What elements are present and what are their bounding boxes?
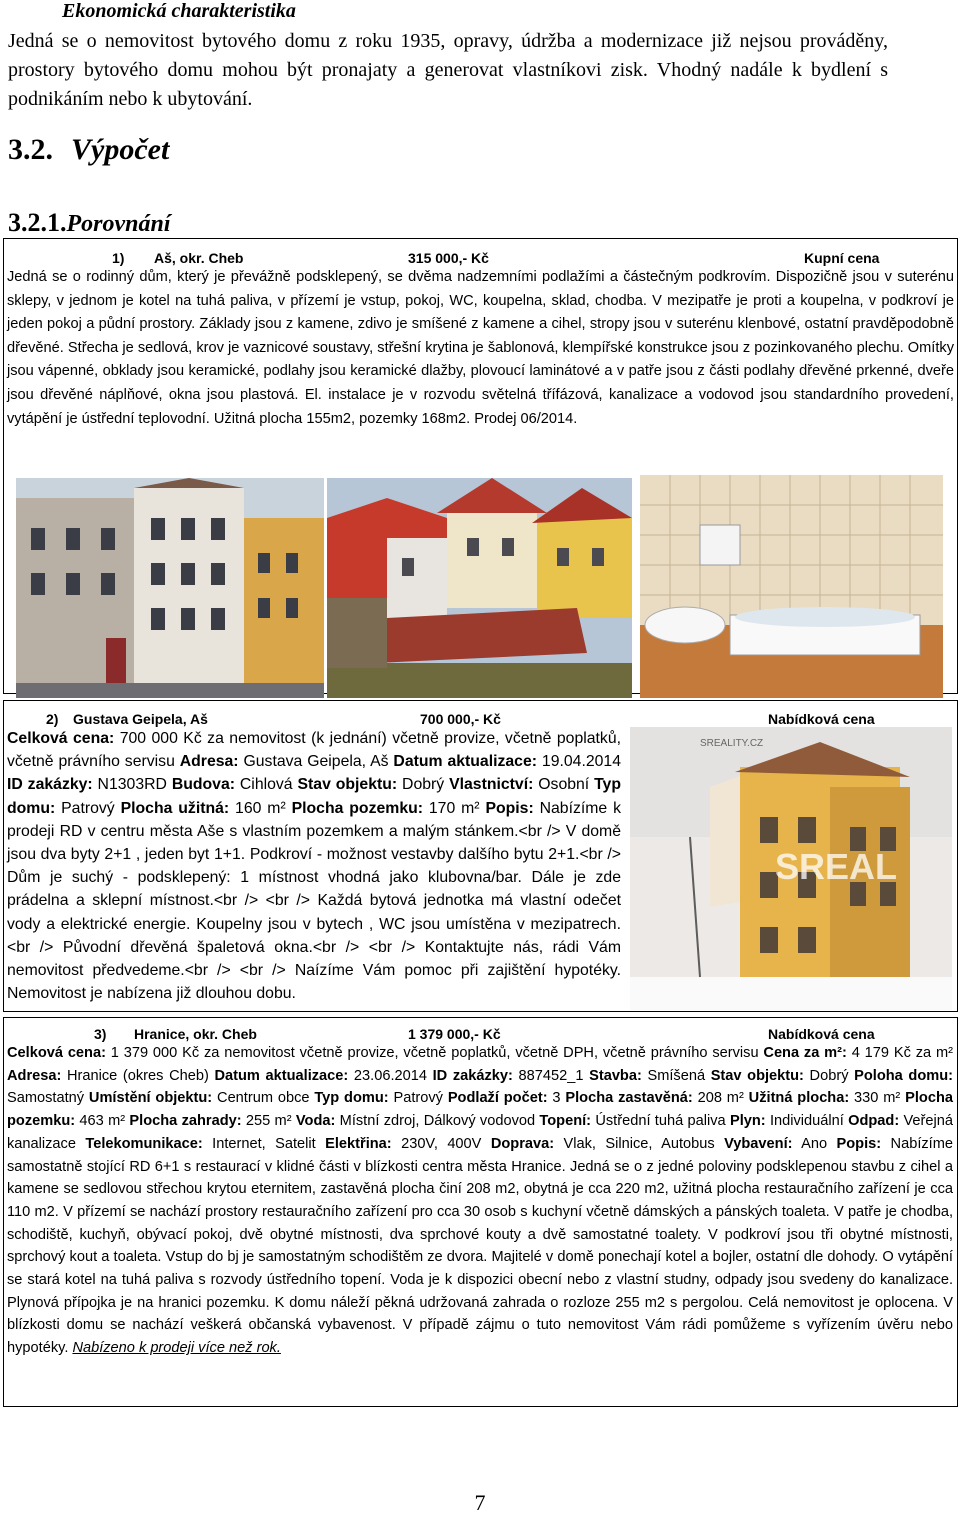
field-value: 230V, 400V — [391, 1135, 491, 1152]
section-title: Výpočet — [71, 133, 170, 166]
field-key: Vlastnictví: — [449, 776, 534, 794]
field-key: Plyn: — [729, 1113, 766, 1130]
field-key: ID zakázky: — [432, 1067, 513, 1084]
section-heading-porovnani — [8, 208, 171, 238]
item-3-price: 1 379 000,- Kč — [408, 1026, 501, 1042]
item-1-photo-backyard — [327, 478, 632, 698]
field-key: Celková cena: — [7, 1045, 106, 1061]
field-value: Dobrý — [803, 1067, 855, 1084]
item-2-price: 700 000,- Kč — [420, 711, 501, 727]
field-key: Vybavení: — [724, 1135, 793, 1152]
field-key: Budova: — [171, 776, 236, 794]
section-heading-vypocet — [8, 133, 169, 167]
field-key: Datum aktualizace: — [214, 1067, 349, 1084]
field-value: 170 m² — [423, 799, 486, 817]
watermark: SREAL — [775, 846, 898, 887]
item-2-label: 2) — [46, 711, 59, 727]
item-1-location: Aš, okr. Cheb — [154, 250, 244, 266]
item-3-location: Hranice, okr. Cheb — [134, 1026, 257, 1042]
closing-note: Nabízeno k prodeji více než rok. — [72, 1340, 281, 1357]
field-value: Nabízíme samostatně stojící RD 6+1 s restaurací v klidné části v blízkosti centra města Hranice. Jedná se o z jedné poloviny podsklepenou stavbu z cihel a kamene se sedlovou střechou krytou eternitem, zastavěná plocha činí 208 m2, obytná je cca 220 m2, užitná plocha restauračního zařízení je cca 110 m2. V přízemí se nachází prostory restauračního zařízení pro cca 30 osob s kuchyní včetně dámských a pánských toaleta. V patře je chodba, schodiště, kuchyň, obývací pokoj, dvě obytné místnosti, dva sprchové kouty a dvě samostatné toalety. V podkroví jsou tři obytné místnosti, sprchový kout a toaleta. Vstup do bj je samostatným schodištěm ze dvora. Majitelé v domě ponechají kotel a bojler, ostatní dle dohody. O vytápění se stará kotel na tuhá paliva s rozvody ústředního topení. Voda je k dispozici obecní nebo z vlastní studny, odpady jsou svedeny do kanalizace. Plynová přípojka je na hranici pozemku. K domu náleží pěkná udržovaná zahrada o rozloze 255 m2 s pergolou. Celá nemovitost je oplocena. V blízkosti domu se nachází veškerá občanská vybavenost. V případě zájmu o tuto nemovitost Vám rádi pomůžeme s vyřízením úvěru nebo hypotéky. — [7, 1135, 953, 1357]
field-value: 23.06.2014 — [348, 1067, 433, 1084]
field-key: Popis: — [485, 799, 534, 817]
field-key: Plocha zastavěná: — [565, 1090, 693, 1107]
field-value: Gustava Geipela, Aš — [238, 753, 394, 771]
field-value: Hranice (okres Cheb) — [61, 1067, 215, 1084]
field-value: 330 m² — [849, 1090, 906, 1107]
field-value: 255 m² — [241, 1113, 296, 1130]
page-number: 7 — [474, 1490, 486, 1515]
field-key: Plocha pozemku: — [291, 799, 424, 817]
field-key: Užitná plocha: — [748, 1090, 850, 1107]
field-value: Centrum obce — [212, 1090, 315, 1107]
field-value: Dobrý — [397, 776, 450, 794]
field-key: Plocha zahrady: — [129, 1113, 242, 1130]
item-3-description — [7, 1042, 953, 1360]
section-number: 3.2.1. — [8, 208, 67, 237]
field-key: Podlaží počet: — [447, 1090, 548, 1107]
field-key: Adresa: — [7, 1067, 62, 1084]
field-value: 700 000 Kč za nemovitost (k jednání) včetně provize, včetně poplatků, včetně právního servisu — [7, 730, 622, 771]
field-value: 19.04.2014 — [537, 753, 621, 771]
item-1-photo-street — [16, 478, 324, 698]
item-2-location: Gustava Geipela, Aš — [73, 711, 208, 727]
field-value: Internet, Satelit — [202, 1135, 326, 1152]
field-key: Umístění objektu: — [88, 1090, 213, 1107]
field-key: Adresa: — [179, 753, 239, 771]
field-key: Doprava: — [490, 1135, 555, 1152]
field-value: Místní zdroj, Dálkový vodovod — [335, 1113, 540, 1130]
watermark-small: SREALITY.CZ — [700, 738, 764, 749]
field-value: 463 m² — [75, 1113, 130, 1130]
field-value: 887452_1 — [512, 1067, 590, 1084]
field-key: Plocha užitná: — [120, 799, 230, 817]
field-value: Osobní — [533, 776, 595, 794]
item-1-label: 1) — [112, 250, 125, 266]
field-value: Veřejná kanalizace — [7, 1113, 953, 1152]
field-value: 4 179 Kč za m² — [846, 1045, 954, 1061]
field-key: Stav objektu: — [297, 776, 398, 794]
field-value: Ústřední tuhá paliva — [591, 1113, 730, 1130]
item-2-photo-house — [630, 727, 952, 1010]
item-1-price-type: Kupní cena — [804, 250, 880, 266]
field-value: 160 m² — [229, 799, 292, 817]
field-value: 1 379 000 Kč za nemovitost včetně provize, včetně poplatků, včetně DPH, včetně právního servisu — [105, 1045, 764, 1061]
field-key: Poloha domu: — [854, 1067, 954, 1084]
field-key: ID zakázky: — [7, 776, 93, 794]
field-value: 208 m² — [692, 1090, 749, 1107]
field-value: Nabízíme k prodeji RD v centru města Aše s vlastním pozemkem a malým stánkem.<br /> V domě jsou dva byty 2+1 , jeden byt 1+1. Podkroví - možnost vestavby dalšího bytu 2+1.<br /> Dům je suchý - podsklepený: 1 místnost vhodná jako klubovna/bar. Dále je zde prádelna a sklepní místnost.<br /> <br /> Každá bytová jednotka má vlastní odečet vody a elektrické energie. Koupelny jsou v bytech , WC jsou umístěna v mezipatrech.<br /> Původní dřevěná špaletová okna.<br /> <br /> Kontaktujte nás, rádi Vám nemovitost předvedeme.<br /> <br /> Naízíme Vám pomoc při zajištění hypotéky. Nemovitost je nabízena již dlouhou dobu. — [7, 799, 621, 1003]
item-2-description — [7, 727, 621, 1005]
field-value: Individuální — [765, 1113, 849, 1130]
field-key: Telekomunikace: — [85, 1135, 203, 1152]
field-key: Plocha pozemku: — [7, 1090, 953, 1130]
section-heading-economic: Ekonomická charakteristika — [62, 0, 296, 22]
field-key: Elektřina: — [325, 1135, 392, 1152]
item-3-price-type: Nabídková cena — [768, 1026, 875, 1042]
item-3-label: 3) — [94, 1026, 107, 1042]
field-value: Ano — [792, 1135, 837, 1152]
intro-paragraph: Jedná se o nemovitost bytového domu z roku 1935, opravy, údržba a modernizace již nejsou prováděny, prostory bytového domu mohou být pronajaty a generovat vlastníkovi zisk. Vhodný nadále k bydlení s podnikáním nebo k ubytování. — [8, 30, 888, 110]
section-title: Porovnání — [66, 211, 171, 237]
field-key: Voda: — [295, 1113, 336, 1130]
field-value: Patrový — [55, 799, 121, 817]
item-1-photo-bathroom — [640, 475, 943, 698]
field-value: Samostatný — [7, 1090, 89, 1107]
field-key: Odpad: — [848, 1113, 900, 1130]
field-value: 3 — [547, 1090, 566, 1107]
field-key: Stavba: — [589, 1067, 642, 1084]
field-key: Typ domu: — [7, 776, 621, 817]
field-value: N1303RD — [92, 776, 172, 794]
section-number: 3.2. — [8, 133, 53, 166]
field-value: Smíšená — [641, 1067, 711, 1084]
field-value: Patrový — [388, 1090, 448, 1107]
field-value: Cihlová — [235, 776, 298, 794]
field-key: Stav objektu: — [710, 1067, 804, 1084]
field-value: Vlak, Silnice, Autobus — [554, 1135, 725, 1152]
field-key: Datum aktualizace: — [393, 753, 538, 771]
field-key: Popis: — [836, 1135, 882, 1152]
field-key: Topení: — [539, 1113, 592, 1130]
item-1-description: Jedná se o rodinný dům, který je převážně podsklepený, se dvěma nadzemními podlažími a částečným podkrovím. Dispozičně jsou v suterénu sklepy, v jednom je kotel na tuhá paliva, v přízemí je vstup, pokoj, WC, koupelna, sklad, chodba. V mezipatře je proti a koupelna, v podkroví je jeden pokoj a půdní prostory. Základy jsou z kamene, zdivo je smíšené z kamene a cihel, stropy jsou v suterénu klenbové, ostatní pravděpodobně dřevěné. Střecha je sedlová, krov je vaznicové soustavy, střešní krytina je šablonová, klempířské konstrukce jsou z pozinkovaného plechu. Omítky jsou vápenné, obklady jsou keramické, podlahy jsou keramické dlažby, plovoucí laminátové a v patře jsou z části podlahy dřevěné prkenné, dveře jsou dřevěné náplňové, okna jsou plastová. El. instalace je v rozvodu světelná třífázová, kanalizace a vodovod jsou standardního provedení, vytápění je ústřední teplovodní. Užitná plocha 155m2, pozemky 168m2. Prodej 06/2014. — [7, 269, 954, 427]
item-2-price-type: Nabídková cena — [768, 711, 875, 727]
field-key: Typ domu: — [314, 1090, 389, 1107]
field-key: Celková cena: — [7, 730, 115, 747]
field-key: Cena za m²: — [763, 1045, 847, 1061]
item-1-price: 315 000,- Kč — [408, 250, 489, 266]
